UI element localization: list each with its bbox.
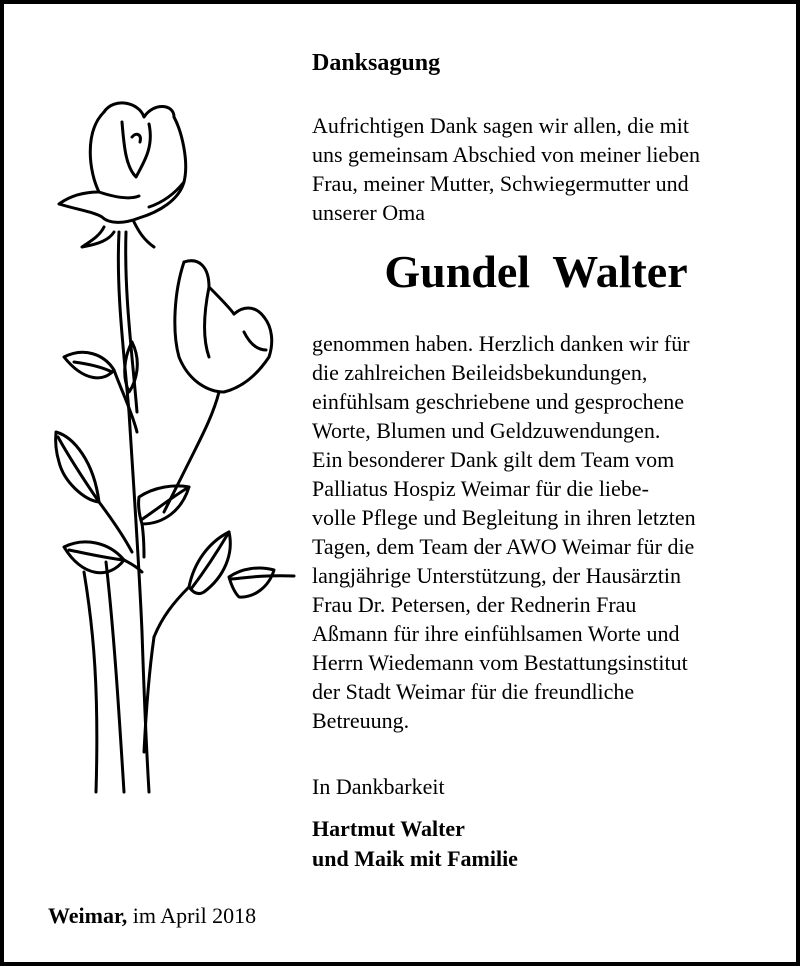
body-line: langjährige Unterstützung, der Hausärztin — [312, 563, 681, 588]
place: Weimar, — [48, 903, 128, 928]
intro-line: unserer Oma — [312, 200, 426, 225]
body-line: Herrn Wiedemann vom Bestattungsinstitut — [312, 650, 688, 675]
intro-line: uns gemeinsam Abschied von meiner lieben — [312, 142, 700, 167]
body-line: Aßmann für ihre einfühlsamen Worte und — [312, 621, 680, 646]
date: im April 2018 — [132, 903, 257, 928]
body-line: die zahlreichen Beileidsbekundungen, — [312, 360, 648, 385]
heading: Danksagung — [312, 50, 441, 76]
body-line: genommen haben. Herzlich danken wir für — [312, 331, 690, 356]
deceased-name: Gundel Walter — [384, 246, 688, 297]
body-line: Worte, Blumen und Geldzuwendungen. — [312, 418, 661, 443]
intro-paragraph — [312, 111, 700, 227]
closing-phrase: In Dankbarkeit — [312, 774, 445, 799]
body-paragraph — [312, 329, 696, 735]
signature-line: Hartmut Walter — [312, 816, 465, 841]
place-and-date — [48, 901, 256, 930]
body-line: Ein besonderer Dank gilt dem Team vom — [312, 447, 675, 472]
body-line: Tagen, dem Team der AWO Weimar für die — [312, 534, 695, 559]
intro-line: Aufrichtigen Dank sagen wir allen, die mit — [312, 113, 689, 138]
body-line: Frau Dr. Petersen, der Rednerin Frau — [312, 592, 637, 617]
body-line: einfühlsam geschriebene und gesprochene — [312, 389, 685, 414]
signature-line: und Maik mit Familie — [312, 846, 518, 871]
rose-illustration — [44, 92, 302, 802]
body-line: Betreuung. — [312, 708, 410, 733]
signatures — [312, 814, 518, 874]
body-line: volle Pflege und Begleitung in ihren letzten — [312, 505, 696, 530]
body-line: Palliatus Hospiz Weimar für die liebe- — [312, 476, 649, 501]
body-line: der Stadt Weimar für die freundliche — [312, 679, 635, 704]
intro-line: Frau, meiner Mutter, Schwiegermutter und — [312, 171, 689, 196]
